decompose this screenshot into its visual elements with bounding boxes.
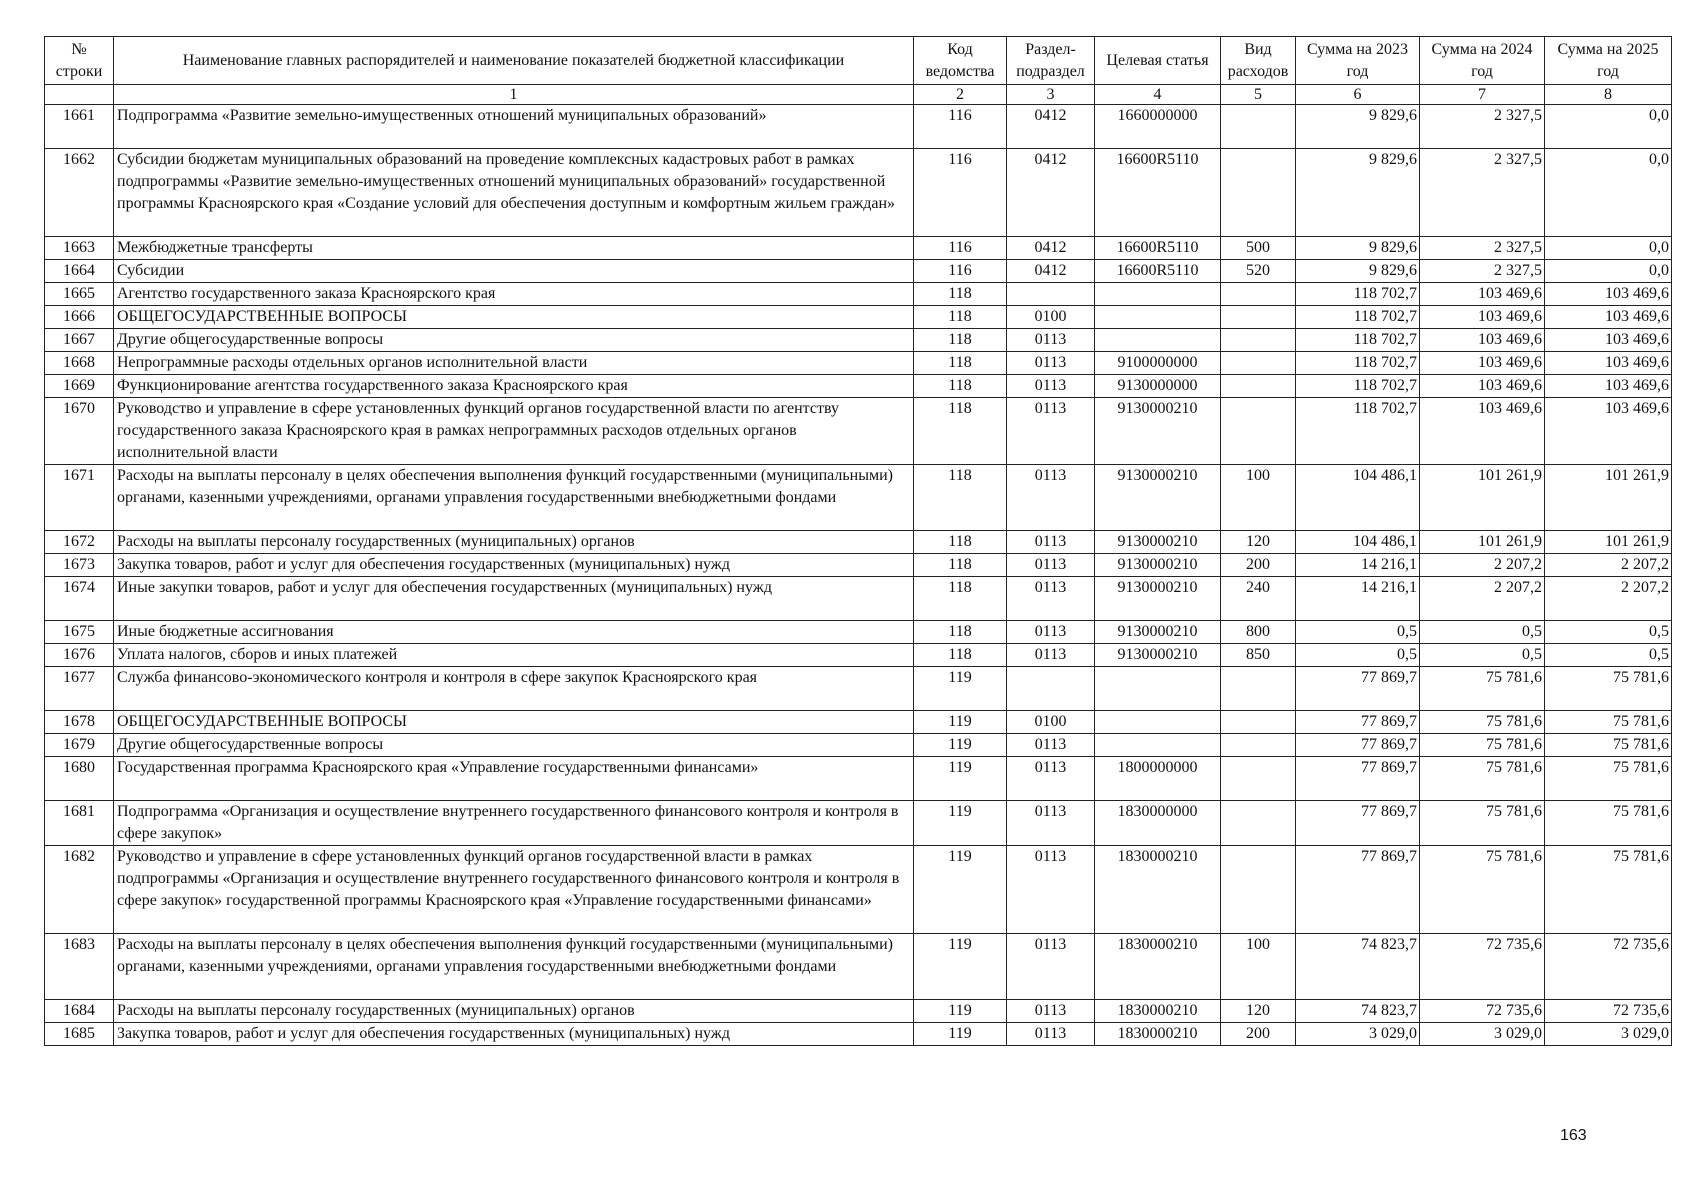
expense-type: 120 bbox=[1221, 1000, 1296, 1023]
sum-2025: 0,0 bbox=[1545, 260, 1672, 283]
dept-code: 118 bbox=[914, 577, 1007, 621]
expense-type bbox=[1221, 801, 1296, 846]
sum-2025: 75 781,6 bbox=[1545, 667, 1672, 711]
dept-code: 119 bbox=[914, 711, 1007, 734]
dept-code: 118 bbox=[914, 644, 1007, 667]
column-index: 2 bbox=[914, 85, 1007, 105]
table-body bbox=[45, 105, 1672, 1046]
sum-2024: 2 327,5 bbox=[1420, 105, 1545, 149]
dept-code: 118 bbox=[914, 283, 1007, 306]
section-code: 0113 bbox=[1007, 352, 1095, 375]
section-code: 0412 bbox=[1007, 105, 1095, 149]
row-number: 1679 bbox=[45, 734, 114, 757]
table-row bbox=[45, 734, 1672, 757]
row-number: 1666 bbox=[45, 306, 114, 329]
sum-2023: 0,5 bbox=[1296, 644, 1420, 667]
sum-2025: 75 781,6 bbox=[1545, 711, 1672, 734]
sum-2023: 118 702,7 bbox=[1296, 398, 1420, 465]
row-number: 1670 bbox=[45, 398, 114, 465]
dept-code: 116 bbox=[914, 260, 1007, 283]
sum-2023: 118 702,7 bbox=[1296, 306, 1420, 329]
sum-2024: 72 735,6 bbox=[1420, 934, 1545, 1000]
dept-code: 119 bbox=[914, 1000, 1007, 1023]
sum-2023: 118 702,7 bbox=[1296, 329, 1420, 352]
header-target: Целевая статья bbox=[1095, 37, 1221, 85]
section-code: 0113 bbox=[1007, 577, 1095, 621]
section-code: 0100 bbox=[1007, 306, 1095, 329]
dept-code: 118 bbox=[914, 306, 1007, 329]
section-code bbox=[1007, 283, 1095, 306]
expense-type bbox=[1221, 734, 1296, 757]
row-name: Руководство и управление в сфере установленных функций органов государственной власти по агентству государственного заказа Красноярского края в рамках непрограммных расходов отдельных органов исполнительной власти bbox=[114, 398, 914, 465]
expense-type bbox=[1221, 352, 1296, 375]
target-article: 9130000000 bbox=[1095, 375, 1221, 398]
sum-2024: 101 261,9 bbox=[1420, 531, 1545, 554]
column-index: 4 bbox=[1095, 85, 1221, 105]
sum-2023: 9 829,6 bbox=[1296, 149, 1420, 237]
column-index: 6 bbox=[1296, 85, 1420, 105]
sum-2024: 103 469,6 bbox=[1420, 352, 1545, 375]
sum-2024: 75 781,6 bbox=[1420, 801, 1545, 846]
section-code: 0113 bbox=[1007, 375, 1095, 398]
target-article bbox=[1095, 306, 1221, 329]
dept-code: 118 bbox=[914, 375, 1007, 398]
target-article: 9130000210 bbox=[1095, 644, 1221, 667]
row-number: 1664 bbox=[45, 260, 114, 283]
expense-type bbox=[1221, 667, 1296, 711]
table-row bbox=[45, 283, 1672, 306]
expense-type bbox=[1221, 846, 1296, 934]
table-row bbox=[45, 577, 1672, 621]
table-row bbox=[45, 352, 1672, 375]
sum-2024: 0,5 bbox=[1420, 644, 1545, 667]
dept-code: 119 bbox=[914, 934, 1007, 1000]
row-number: 1684 bbox=[45, 1000, 114, 1023]
sum-2025: 2 207,2 bbox=[1545, 577, 1672, 621]
budget-table bbox=[44, 36, 1672, 1046]
table-row bbox=[45, 934, 1672, 1000]
row-name: Расходы на выплаты персоналу государственных (муниципальных) органов bbox=[114, 531, 914, 554]
row-number: 1676 bbox=[45, 644, 114, 667]
sum-2024: 75 781,6 bbox=[1420, 757, 1545, 801]
row-number: 1667 bbox=[45, 329, 114, 352]
sum-2025: 0,5 bbox=[1545, 644, 1672, 667]
row-number: 1681 bbox=[45, 801, 114, 846]
sum-2024: 103 469,6 bbox=[1420, 398, 1545, 465]
section-code: 0113 bbox=[1007, 554, 1095, 577]
expense-type: 500 bbox=[1221, 237, 1296, 260]
expense-type bbox=[1221, 375, 1296, 398]
sum-2025: 0,0 bbox=[1545, 149, 1672, 237]
row-number: 1663 bbox=[45, 237, 114, 260]
row-name: Расходы на выплаты персоналу в целях обеспечения выполнения функций государственными (муниципальными) органами, казенными учреждениями, органами управления государственными внебюджетными фондами bbox=[114, 934, 914, 1000]
sum-2024: 72 735,6 bbox=[1420, 1000, 1545, 1023]
header-sum-2023: Сумма на 2023 год bbox=[1296, 37, 1420, 85]
sum-2023: 14 216,1 bbox=[1296, 554, 1420, 577]
column-index: 1 bbox=[114, 85, 914, 105]
row-number: 1662 bbox=[45, 149, 114, 237]
sum-2024: 75 781,6 bbox=[1420, 711, 1545, 734]
row-number: 1665 bbox=[45, 283, 114, 306]
sum-2023: 104 486,1 bbox=[1296, 531, 1420, 554]
expense-type: 100 bbox=[1221, 465, 1296, 531]
sum-2023: 77 869,7 bbox=[1296, 711, 1420, 734]
header-row-no: № строки bbox=[45, 37, 114, 85]
expense-type: 800 bbox=[1221, 621, 1296, 644]
target-article: 1830000210 bbox=[1095, 846, 1221, 934]
sum-2025: 72 735,6 bbox=[1545, 1000, 1672, 1023]
expense-type: 200 bbox=[1221, 554, 1296, 577]
sum-2025: 101 261,9 bbox=[1545, 531, 1672, 554]
target-article: 9130000210 bbox=[1095, 554, 1221, 577]
table-row bbox=[45, 260, 1672, 283]
column-index-row bbox=[45, 85, 1672, 105]
sum-2023: 118 702,7 bbox=[1296, 352, 1420, 375]
section-code: 0412 bbox=[1007, 237, 1095, 260]
sum-2023: 77 869,7 bbox=[1296, 757, 1420, 801]
sum-2025: 75 781,6 bbox=[1545, 801, 1672, 846]
target-article: 9130000210 bbox=[1095, 465, 1221, 531]
dept-code: 118 bbox=[914, 531, 1007, 554]
table-row bbox=[45, 621, 1672, 644]
sum-2023: 74 823,7 bbox=[1296, 934, 1420, 1000]
sum-2025: 2 207,2 bbox=[1545, 554, 1672, 577]
sum-2024: 75 781,6 bbox=[1420, 734, 1545, 757]
table-row bbox=[45, 237, 1672, 260]
sum-2025: 75 781,6 bbox=[1545, 846, 1672, 934]
row-name: Непрограммные расходы отдельных органов исполнительной власти bbox=[114, 352, 914, 375]
row-name: Подпрограмма «Организация и осуществление внутреннего государственного финансового контроля и контроля в сфере закупок» bbox=[114, 801, 914, 846]
dept-code: 119 bbox=[914, 1023, 1007, 1046]
target-article: 16600R5110 bbox=[1095, 237, 1221, 260]
row-name: Агентство государственного заказа Красноярского края bbox=[114, 283, 914, 306]
sum-2023: 104 486,1 bbox=[1296, 465, 1420, 531]
row-number: 1678 bbox=[45, 711, 114, 734]
row-number: 1682 bbox=[45, 846, 114, 934]
table-row bbox=[45, 846, 1672, 934]
row-name: Иные закупки товаров, работ и услуг для обеспечения государственных (муниципальных) нужд bbox=[114, 577, 914, 621]
sum-2024: 103 469,6 bbox=[1420, 375, 1545, 398]
sum-2023: 9 829,6 bbox=[1296, 237, 1420, 260]
sum-2023: 3 029,0 bbox=[1296, 1023, 1420, 1046]
sum-2025: 103 469,6 bbox=[1545, 306, 1672, 329]
target-article: 9130000210 bbox=[1095, 531, 1221, 554]
row-number: 1673 bbox=[45, 554, 114, 577]
section-code: 0113 bbox=[1007, 1000, 1095, 1023]
sum-2025: 3 029,0 bbox=[1545, 1023, 1672, 1046]
row-name: ОБЩЕГОСУДАРСТВЕННЫЕ ВОПРОСЫ bbox=[114, 306, 914, 329]
sum-2024: 2 207,2 bbox=[1420, 577, 1545, 621]
target-article: 9130000210 bbox=[1095, 621, 1221, 644]
target-article: 1800000000 bbox=[1095, 757, 1221, 801]
table-header-row bbox=[45, 37, 1672, 85]
sum-2024: 2 207,2 bbox=[1420, 554, 1545, 577]
dept-code: 119 bbox=[914, 667, 1007, 711]
sum-2025: 103 469,6 bbox=[1545, 283, 1672, 306]
section-code: 0113 bbox=[1007, 644, 1095, 667]
expense-type: 240 bbox=[1221, 577, 1296, 621]
sum-2024: 75 781,6 bbox=[1420, 667, 1545, 711]
column-index: 5 bbox=[1221, 85, 1296, 105]
sum-2023: 77 869,7 bbox=[1296, 846, 1420, 934]
target-article: 1830000210 bbox=[1095, 1000, 1221, 1023]
table-row bbox=[45, 149, 1672, 237]
section-code bbox=[1007, 667, 1095, 711]
dept-code: 119 bbox=[914, 734, 1007, 757]
sum-2024: 103 469,6 bbox=[1420, 283, 1545, 306]
section-code: 0113 bbox=[1007, 465, 1095, 531]
sum-2025: 103 469,6 bbox=[1545, 398, 1672, 465]
target-article: 1830000210 bbox=[1095, 1023, 1221, 1046]
section-code: 0113 bbox=[1007, 531, 1095, 554]
row-name: Другие общегосударственные вопросы bbox=[114, 329, 914, 352]
sum-2025: 103 469,6 bbox=[1545, 352, 1672, 375]
sum-2023: 74 823,7 bbox=[1296, 1000, 1420, 1023]
row-name: Межбюджетные трансферты bbox=[114, 237, 914, 260]
expense-type bbox=[1221, 149, 1296, 237]
row-number: 1675 bbox=[45, 621, 114, 644]
table-row bbox=[45, 105, 1672, 149]
dept-code: 116 bbox=[914, 105, 1007, 149]
sum-2025: 0,5 bbox=[1545, 621, 1672, 644]
target-article: 16600R5110 bbox=[1095, 149, 1221, 237]
section-code: 0113 bbox=[1007, 757, 1095, 801]
row-name: Функционирование агентства государственного заказа Красноярского края bbox=[114, 375, 914, 398]
header-exp-type: Вид расходов bbox=[1221, 37, 1296, 85]
row-name: Расходы на выплаты персоналу в целях обеспечения выполнения функций государственными (муниципальными) органами, казенными учреждениями, органами управления государственными внебюджетными фондами bbox=[114, 465, 914, 531]
row-name: Субсидии бюджетам муниципальных образований на проведение комплексных кадастровых работ в рамках подпрограммы «Развитие земельно-имущественных отношений муниципальных образований» государственной программы Красноярского края «Создание условий для обеспечения доступным и комфортным жильем граждан» bbox=[114, 149, 914, 237]
section-code: 0412 bbox=[1007, 149, 1095, 237]
sum-2023: 118 702,7 bbox=[1296, 375, 1420, 398]
header-name: Наименование главных распорядителей и наименование показателей бюджетной классификации bbox=[114, 37, 914, 85]
sum-2025: 75 781,6 bbox=[1545, 734, 1672, 757]
expense-type: 120 bbox=[1221, 531, 1296, 554]
row-number: 1671 bbox=[45, 465, 114, 531]
row-number: 1669 bbox=[45, 375, 114, 398]
target-article bbox=[1095, 667, 1221, 711]
expense-type bbox=[1221, 711, 1296, 734]
section-code: 0113 bbox=[1007, 734, 1095, 757]
dept-code: 118 bbox=[914, 465, 1007, 531]
table-row bbox=[45, 554, 1672, 577]
row-number: 1680 bbox=[45, 757, 114, 801]
table-row bbox=[45, 375, 1672, 398]
dept-code: 118 bbox=[914, 352, 1007, 375]
dept-code: 119 bbox=[914, 846, 1007, 934]
table-row bbox=[45, 801, 1672, 846]
sum-2025: 72 735,6 bbox=[1545, 934, 1672, 1000]
sum-2024: 2 327,5 bbox=[1420, 149, 1545, 237]
dept-code: 118 bbox=[914, 398, 1007, 465]
row-number: 1674 bbox=[45, 577, 114, 621]
expense-type: 520 bbox=[1221, 260, 1296, 283]
sum-2024: 3 029,0 bbox=[1420, 1023, 1545, 1046]
table-row bbox=[45, 644, 1672, 667]
row-number: 1677 bbox=[45, 667, 114, 711]
row-name: Служба финансово-экономического контроля и контроля в сфере закупок Красноярского края bbox=[114, 667, 914, 711]
row-name: Подпрограмма «Развитие земельно-имущественных отношений муниципальных образований» bbox=[114, 105, 914, 149]
section-code: 0113 bbox=[1007, 621, 1095, 644]
target-article: 9130000210 bbox=[1095, 398, 1221, 465]
row-number: 1672 bbox=[45, 531, 114, 554]
section-code: 0113 bbox=[1007, 934, 1095, 1000]
sum-2024: 0,5 bbox=[1420, 621, 1545, 644]
table-row bbox=[45, 531, 1672, 554]
column-index: 7 bbox=[1420, 85, 1545, 105]
expense-type bbox=[1221, 105, 1296, 149]
row-name: Расходы на выплаты персоналу государственных (муниципальных) органов bbox=[114, 1000, 914, 1023]
sum-2025: 103 469,6 bbox=[1545, 375, 1672, 398]
sum-2024: 101 261,9 bbox=[1420, 465, 1545, 531]
expense-type: 850 bbox=[1221, 644, 1296, 667]
table-row bbox=[45, 306, 1672, 329]
sum-2024: 103 469,6 bbox=[1420, 306, 1545, 329]
section-code: 0113 bbox=[1007, 398, 1095, 465]
table-row bbox=[45, 711, 1672, 734]
expense-type: 200 bbox=[1221, 1023, 1296, 1046]
expense-type bbox=[1221, 329, 1296, 352]
target-article bbox=[1095, 329, 1221, 352]
target-article bbox=[1095, 283, 1221, 306]
table-row bbox=[45, 398, 1672, 465]
section-code: 0113 bbox=[1007, 1023, 1095, 1046]
dept-code: 118 bbox=[914, 621, 1007, 644]
sum-2024: 103 469,6 bbox=[1420, 329, 1545, 352]
sum-2023: 0,5 bbox=[1296, 621, 1420, 644]
sum-2025: 101 261,9 bbox=[1545, 465, 1672, 531]
sum-2025: 75 781,6 bbox=[1545, 757, 1672, 801]
sum-2025: 0,0 bbox=[1545, 237, 1672, 260]
sum-2023: 77 869,7 bbox=[1296, 667, 1420, 711]
budget-table-container bbox=[44, 36, 1671, 1046]
row-number: 1683 bbox=[45, 934, 114, 1000]
row-name: Государственная программа Красноярского края «Управление государственными финансами» bbox=[114, 757, 914, 801]
section-code: 0412 bbox=[1007, 260, 1095, 283]
column-index bbox=[45, 85, 114, 105]
sum-2025: 103 469,6 bbox=[1545, 329, 1672, 352]
row-name: Руководство и управление в сфере установленных функций органов государственной власти в рамках подпрограммы «Организация и осуществление внутреннего государственного финансового контроля и контроля в сфере закупок» государственной программы Красноярского края «Управление государственными финансами» bbox=[114, 846, 914, 934]
table-row bbox=[45, 1000, 1672, 1023]
row-name: Уплата налогов, сборов и иных платежей bbox=[114, 644, 914, 667]
dept-code: 116 bbox=[914, 149, 1007, 237]
row-name: Закупка товаров, работ и услуг для обеспечения государственных (муниципальных) нужд bbox=[114, 554, 914, 577]
expense-type: 100 bbox=[1221, 934, 1296, 1000]
sum-2023: 77 869,7 bbox=[1296, 801, 1420, 846]
header-sum-2024: Сумма на 2024 год bbox=[1420, 37, 1545, 85]
sum-2023: 14 216,1 bbox=[1296, 577, 1420, 621]
expense-type bbox=[1221, 306, 1296, 329]
row-name: Иные бюджетные ассигнования bbox=[114, 621, 914, 644]
expense-type bbox=[1221, 283, 1296, 306]
sum-2023: 118 702,7 bbox=[1296, 283, 1420, 306]
sum-2024: 75 781,6 bbox=[1420, 846, 1545, 934]
table-row bbox=[45, 667, 1672, 711]
table-row bbox=[45, 465, 1672, 531]
sum-2025: 0,0 bbox=[1545, 105, 1672, 149]
expense-type bbox=[1221, 398, 1296, 465]
section-code: 0113 bbox=[1007, 801, 1095, 846]
dept-code: 118 bbox=[914, 329, 1007, 352]
row-name: ОБЩЕГОСУДАРСТВЕННЫЕ ВОПРОСЫ bbox=[114, 711, 914, 734]
table-row bbox=[45, 757, 1672, 801]
sum-2023: 9 829,6 bbox=[1296, 105, 1420, 149]
section-code: 0113 bbox=[1007, 329, 1095, 352]
table-row bbox=[45, 1023, 1672, 1046]
expense-type bbox=[1221, 757, 1296, 801]
target-article: 1660000000 bbox=[1095, 105, 1221, 149]
sum-2024: 2 327,5 bbox=[1420, 237, 1545, 260]
header-sum-2025: Сумма на 2025 год bbox=[1545, 37, 1672, 85]
column-index: 3 bbox=[1007, 85, 1095, 105]
sum-2023: 9 829,6 bbox=[1296, 260, 1420, 283]
row-number: 1668 bbox=[45, 352, 114, 375]
target-article: 1830000210 bbox=[1095, 934, 1221, 1000]
target-article: 9100000000 bbox=[1095, 352, 1221, 375]
row-name: Другие общегосударственные вопросы bbox=[114, 734, 914, 757]
section-code: 0113 bbox=[1007, 846, 1095, 934]
table-row bbox=[45, 329, 1672, 352]
row-name: Закупка товаров, работ и услуг для обеспечения государственных (муниципальных) нужд bbox=[114, 1023, 914, 1046]
target-article: 16600R5110 bbox=[1095, 260, 1221, 283]
dept-code: 119 bbox=[914, 757, 1007, 801]
dept-code: 116 bbox=[914, 237, 1007, 260]
dept-code: 119 bbox=[914, 801, 1007, 846]
target-article bbox=[1095, 734, 1221, 757]
target-article: 9130000210 bbox=[1095, 577, 1221, 621]
row-number: 1685 bbox=[45, 1023, 114, 1046]
page-number: 163 bbox=[1560, 1127, 1587, 1144]
sum-2024: 2 327,5 bbox=[1420, 260, 1545, 283]
section-code: 0100 bbox=[1007, 711, 1095, 734]
target-article bbox=[1095, 711, 1221, 734]
header-section: Раздел-подраздел bbox=[1007, 37, 1095, 85]
sum-2023: 77 869,7 bbox=[1296, 734, 1420, 757]
column-index: 8 bbox=[1545, 85, 1672, 105]
dept-code: 118 bbox=[914, 554, 1007, 577]
header-dept-code: Код ведомства bbox=[914, 37, 1007, 85]
row-name: Субсидии bbox=[114, 260, 914, 283]
row-number: 1661 bbox=[45, 105, 114, 149]
target-article: 1830000000 bbox=[1095, 801, 1221, 846]
